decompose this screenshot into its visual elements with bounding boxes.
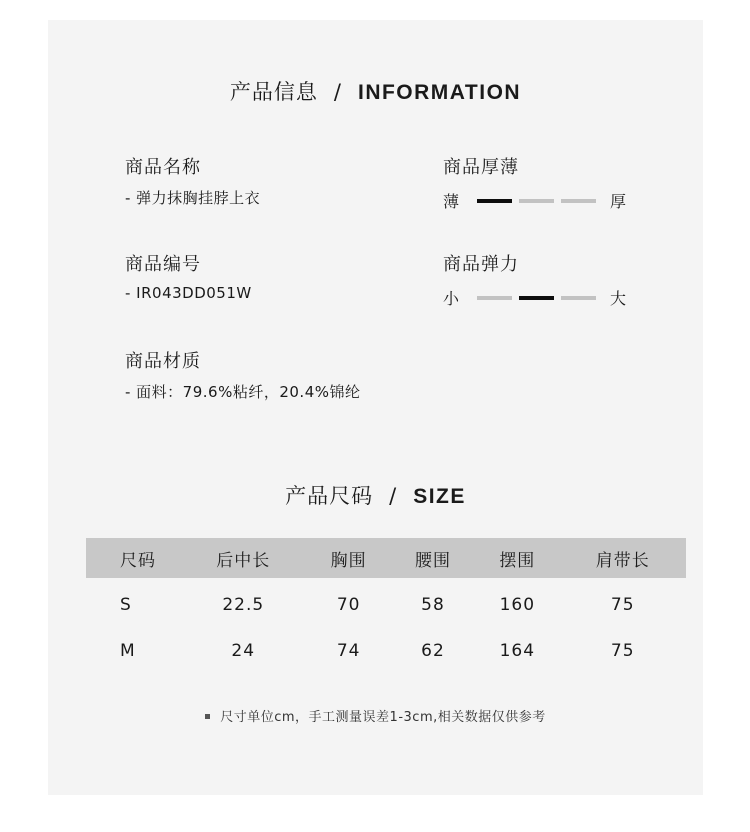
table-cell: 58 <box>421 595 445 615</box>
information-title <box>48 76 703 106</box>
table-row <box>86 628 686 674</box>
thickness-scale <box>443 153 630 212</box>
product-code-value: - IR043DD051W <box>125 284 252 302</box>
thickness-label: 商品厚薄 <box>443 157 519 178</box>
table-cell: 75 <box>610 595 635 615</box>
table-cell: S <box>120 595 132 615</box>
table-cell: 160 <box>499 595 536 615</box>
header-size: 尺码 <box>86 538 180 578</box>
header-waist: 腰围 <box>391 538 475 578</box>
size-note-text: 尺寸单位cm，手工测量误差1-3cm,相关数据仅供参考 <box>220 710 546 725</box>
elasticity-label: 商品弹力 <box>443 254 519 275</box>
thickness-right-label: 厚 <box>610 192 627 211</box>
size-title-en: SIZE <box>413 485 466 508</box>
product-card <box>48 20 703 795</box>
product-code-label: 商品编号 <box>125 254 201 275</box>
size-title-cn: 产品尺码 <box>285 484 374 508</box>
thickness-bars <box>477 199 596 203</box>
table-row <box>86 578 686 628</box>
size-title <box>48 480 703 510</box>
product-name-value: - 弹力抹胸挂脖上衣 <box>125 189 261 207</box>
product-material-value: - 面料：79.6%粘纤，20.4%锦纶 <box>125 383 361 401</box>
table-cell: 164 <box>499 641 536 661</box>
header-bust: 胸围 <box>307 538 391 578</box>
information-title-en: INFORMATION <box>357 81 522 104</box>
size-table-header-row <box>86 538 686 578</box>
table-cell: 70 <box>336 595 361 615</box>
product-name-field <box>125 153 260 208</box>
elasticity-right-label: 大 <box>610 289 627 308</box>
thickness-left-label: 薄 <box>443 192 460 211</box>
thickness-row <box>443 189 630 212</box>
thickness-bar-1 <box>477 199 512 203</box>
header-hem: 摆围 <box>475 538 559 578</box>
table-cell: M <box>120 641 136 661</box>
elasticity-bar-3 <box>561 296 596 300</box>
elasticity-row <box>443 286 630 309</box>
table-cell: 22.5 <box>222 595 265 615</box>
product-material-field <box>125 347 360 402</box>
product-name-label: 商品名称 <box>125 157 201 178</box>
information-title-cn: 产品信息 <box>229 80 318 104</box>
header-strap-length: 肩带长 <box>559 538 686 578</box>
elasticity-bars <box>477 296 596 300</box>
table-cell: 24 <box>231 641 256 661</box>
size-note <box>48 706 703 725</box>
elasticity-bar-1 <box>477 296 512 300</box>
thickness-bar-3 <box>561 199 596 203</box>
title-separator: / <box>333 80 342 104</box>
product-code-field <box>125 250 252 302</box>
table-cell: 62 <box>421 641 445 661</box>
table-cell: 74 <box>336 641 361 661</box>
elasticity-bar-2 <box>519 296 554 300</box>
size-table <box>86 538 686 674</box>
size-title-separator: / <box>389 484 398 508</box>
elasticity-left-label: 小 <box>443 289 460 308</box>
product-material-label: 商品材质 <box>125 351 201 372</box>
table-cell: 75 <box>610 641 635 661</box>
bullet-icon <box>205 714 210 719</box>
elasticity-scale <box>443 250 630 309</box>
header-back-length: 后中长 <box>180 538 307 578</box>
thickness-bar-2 <box>519 199 554 203</box>
